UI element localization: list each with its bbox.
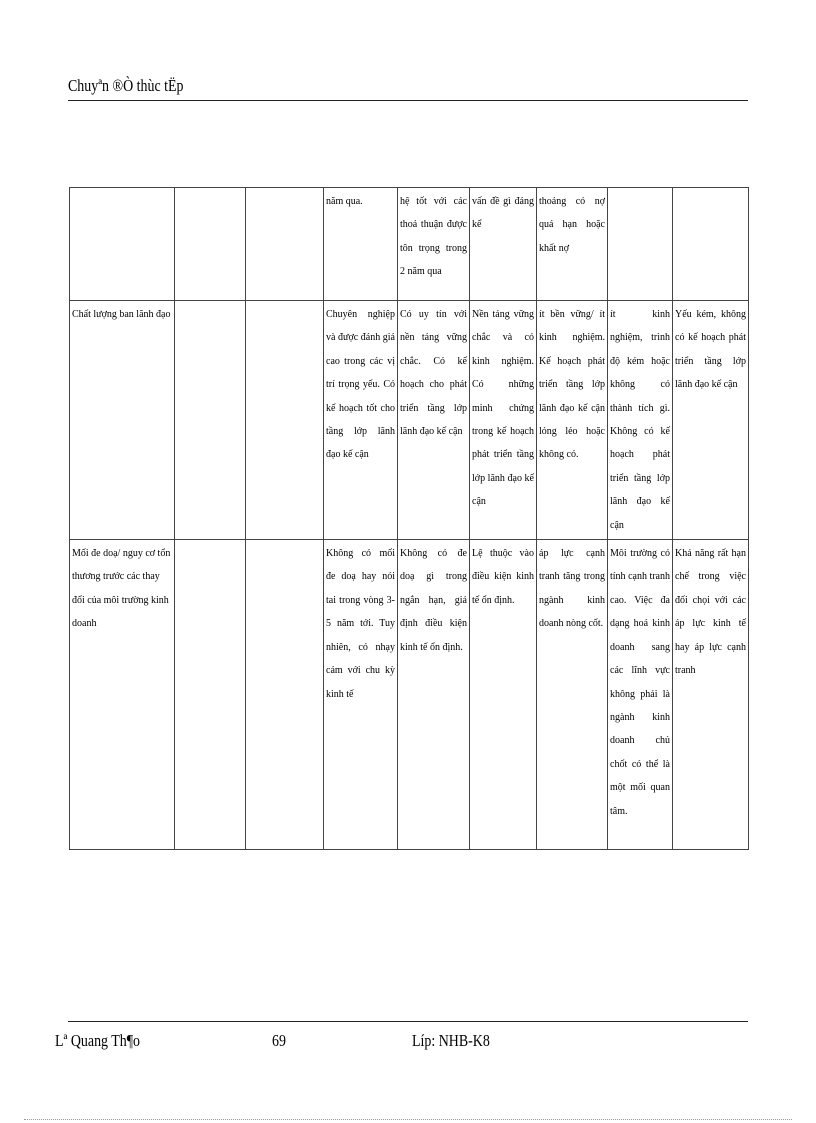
- footer-class: Líp: NHB-K8: [412, 1031, 490, 1050]
- table-cell: Yếu kém, không có kế hoạch phát triển tầng lớp lãnh đạo kế cận: [673, 301, 749, 540]
- table-cell: Không có mối đe doạ hay nói tai trong vòng 3-5 năm tới. Tuy nhiên, có nhạy cảm với chu kỳ kinh tế: [324, 540, 398, 850]
- table-cell: ít kinh nghiệm, trình độ kém hoặc không có thành tích gì. Không có kế hoạch phát triển tầng lớp lãnh đạo kế cận: [608, 301, 673, 540]
- table-cell: [175, 540, 246, 850]
- criterion-cell: Mối đe doạ/ nguy cơ tổn thương trước các thay đổi của môi trường kinh doanh: [70, 540, 175, 850]
- table-cell: [246, 188, 324, 301]
- credit-rating-table: [69, 187, 749, 850]
- table-row: [70, 301, 749, 540]
- table-cell: Không có đe doạ gì trong ngắn hạn, giả định điều kiện kinh tế ổn định.: [398, 540, 470, 850]
- table-cell: [175, 188, 246, 301]
- page-number: 69: [272, 1031, 286, 1050]
- table-cell: Lệ thuộc vào điều kiện kinh tế ổn định.: [470, 540, 537, 850]
- table-cell: ít bền vững/ ít kinh nghiệm. Kế hoạch phát triển tầng lớp lãnh đạo kế cận lỏng lẻo hoặc không có.: [537, 301, 608, 540]
- table-cell: Chuyên nghiệp và được đánh giá cao trong các vị trí trọng yếu. Có kế hoạch tốt cho tầng lớp lãnh đạo kế cận: [324, 301, 398, 540]
- footer-author: Lª Quang Th¶o: [55, 1031, 141, 1050]
- table-cell: hệ tốt với các thoả thuận được tôn trọng trong 2 năm qua: [398, 188, 470, 301]
- page-bottom-edge: [24, 1119, 792, 1120]
- table-cell: [246, 301, 324, 540]
- table-cell: [608, 188, 673, 301]
- table-row: [70, 188, 749, 301]
- table-cell: [175, 301, 246, 540]
- criterion-cell: [70, 188, 175, 301]
- table-cell: áp lực cạnh tranh tăng trong ngành kinh doanh nòng cốt.: [537, 540, 608, 850]
- table-cell: năm qua.: [324, 188, 398, 301]
- table-cell: Môi trường có tính cạnh tranh cao. Việc đa dạng hoá kinh doanh sang các lĩnh vực không phải là ngành kinh doanh chủ chốt có thể là một mối quan tâm.: [608, 540, 673, 850]
- table-cell: vấn đề gì đáng kể: [470, 188, 537, 301]
- footer-divider: [68, 1021, 748, 1022]
- table-cell: Khả năng rất hạn chế trong việc đối chọi với các áp lực kinh tế hay áp lực cạnh tranh: [673, 540, 749, 850]
- table-cell: [246, 540, 324, 850]
- table-cell: thoảng có nợ quá hạn hoặc khất nợ: [537, 188, 608, 301]
- table-cell: [673, 188, 749, 301]
- criterion-cell: Chất lượng ban lãnh đạo: [70, 301, 175, 540]
- table-cell: Có uy tín với nền tảng vững chắc. Có kế hoạch cho phát triển tầng lớp lãnh đạo kế cận: [398, 301, 470, 540]
- header-divider: [68, 100, 748, 101]
- page-header-title: Chuyªn ®Ò thùc tËp: [68, 76, 184, 95]
- table-cell: Nền tảng vững chắc và có kinh nghiệm. Có những minh chứng trong kế hoạch phát triển tầng lớp lãnh đạo kế cận: [470, 301, 537, 540]
- table-row: [70, 540, 749, 850]
